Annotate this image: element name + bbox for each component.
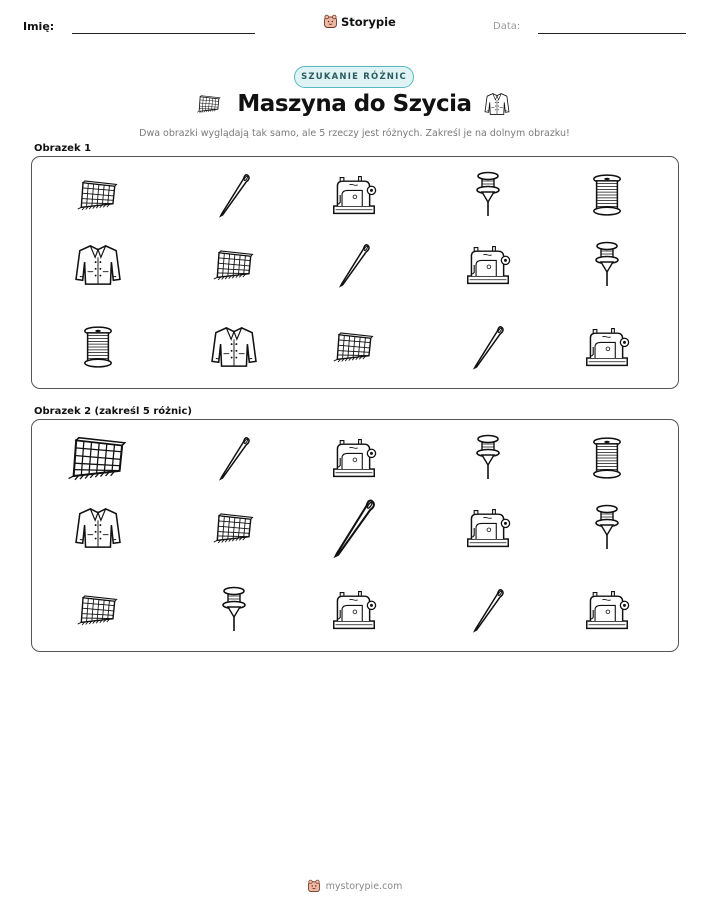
pin-icon[interactable] xyxy=(592,503,622,553)
sewing-machine-icon xyxy=(584,326,630,368)
name-label: Imię: xyxy=(23,20,55,33)
fabric-icon[interactable] xyxy=(76,592,120,628)
page-title: Maszyna do Szycia xyxy=(237,91,472,117)
date-label: Data: xyxy=(493,21,521,32)
title-jacket-icon xyxy=(484,91,510,117)
pin-icon xyxy=(473,170,503,220)
sewing-machine-icon[interactable] xyxy=(584,589,630,631)
activity-badge: SZUKANIE RÓŻNIC xyxy=(294,66,414,88)
storypie-logo-icon xyxy=(323,14,338,29)
pin-icon xyxy=(592,240,622,290)
fabric-icon[interactable] xyxy=(212,510,256,546)
needle-icon xyxy=(469,322,507,372)
thread-spool-icon[interactable] xyxy=(590,436,624,480)
jacket-icon xyxy=(210,325,258,369)
pin-icon[interactable] xyxy=(473,433,503,483)
needle-icon[interactable] xyxy=(328,494,379,562)
fabric-icon xyxy=(212,247,256,283)
fabric-icon xyxy=(76,177,120,213)
needle-icon[interactable] xyxy=(469,585,507,635)
fabric-icon xyxy=(332,329,376,365)
jacket-icon xyxy=(74,243,122,287)
picture-1-panel xyxy=(31,156,679,389)
picture-2-label: Obrazek 2 (zakreśl 5 różnic) xyxy=(34,406,192,417)
brand-logo xyxy=(323,14,396,29)
thread-spool-icon xyxy=(81,325,115,369)
needle-icon xyxy=(335,240,373,290)
needle-icon xyxy=(215,170,253,220)
brand-name: Storypie xyxy=(341,14,396,29)
sewing-machine-icon[interactable] xyxy=(331,589,377,631)
storypie-logo-icon xyxy=(307,879,321,893)
name-field-line[interactable] xyxy=(72,33,255,34)
jacket-icon[interactable] xyxy=(74,506,122,550)
fabric-icon[interactable] xyxy=(66,432,130,484)
footer xyxy=(0,879,709,893)
thread-spool-icon xyxy=(590,173,624,217)
footer-url: mystorypie.com xyxy=(325,880,403,892)
sewing-machine-icon xyxy=(465,244,511,286)
sewing-machine-icon xyxy=(331,174,377,216)
instructions: Dwa obrazki wyglądają tak samo, ale 5 rzeczy jest różnych. Zakreśl je na dolnym obrazku! xyxy=(139,128,570,139)
date-field-line[interactable] xyxy=(538,33,686,34)
picture-1-label: Obrazek 1 xyxy=(34,143,92,154)
sewing-machine-icon[interactable] xyxy=(331,437,377,479)
pin-icon[interactable] xyxy=(219,585,249,635)
sewing-machine-icon[interactable] xyxy=(465,507,511,549)
needle-icon[interactable] xyxy=(215,433,253,483)
picture-2-panel[interactable] xyxy=(31,419,679,652)
